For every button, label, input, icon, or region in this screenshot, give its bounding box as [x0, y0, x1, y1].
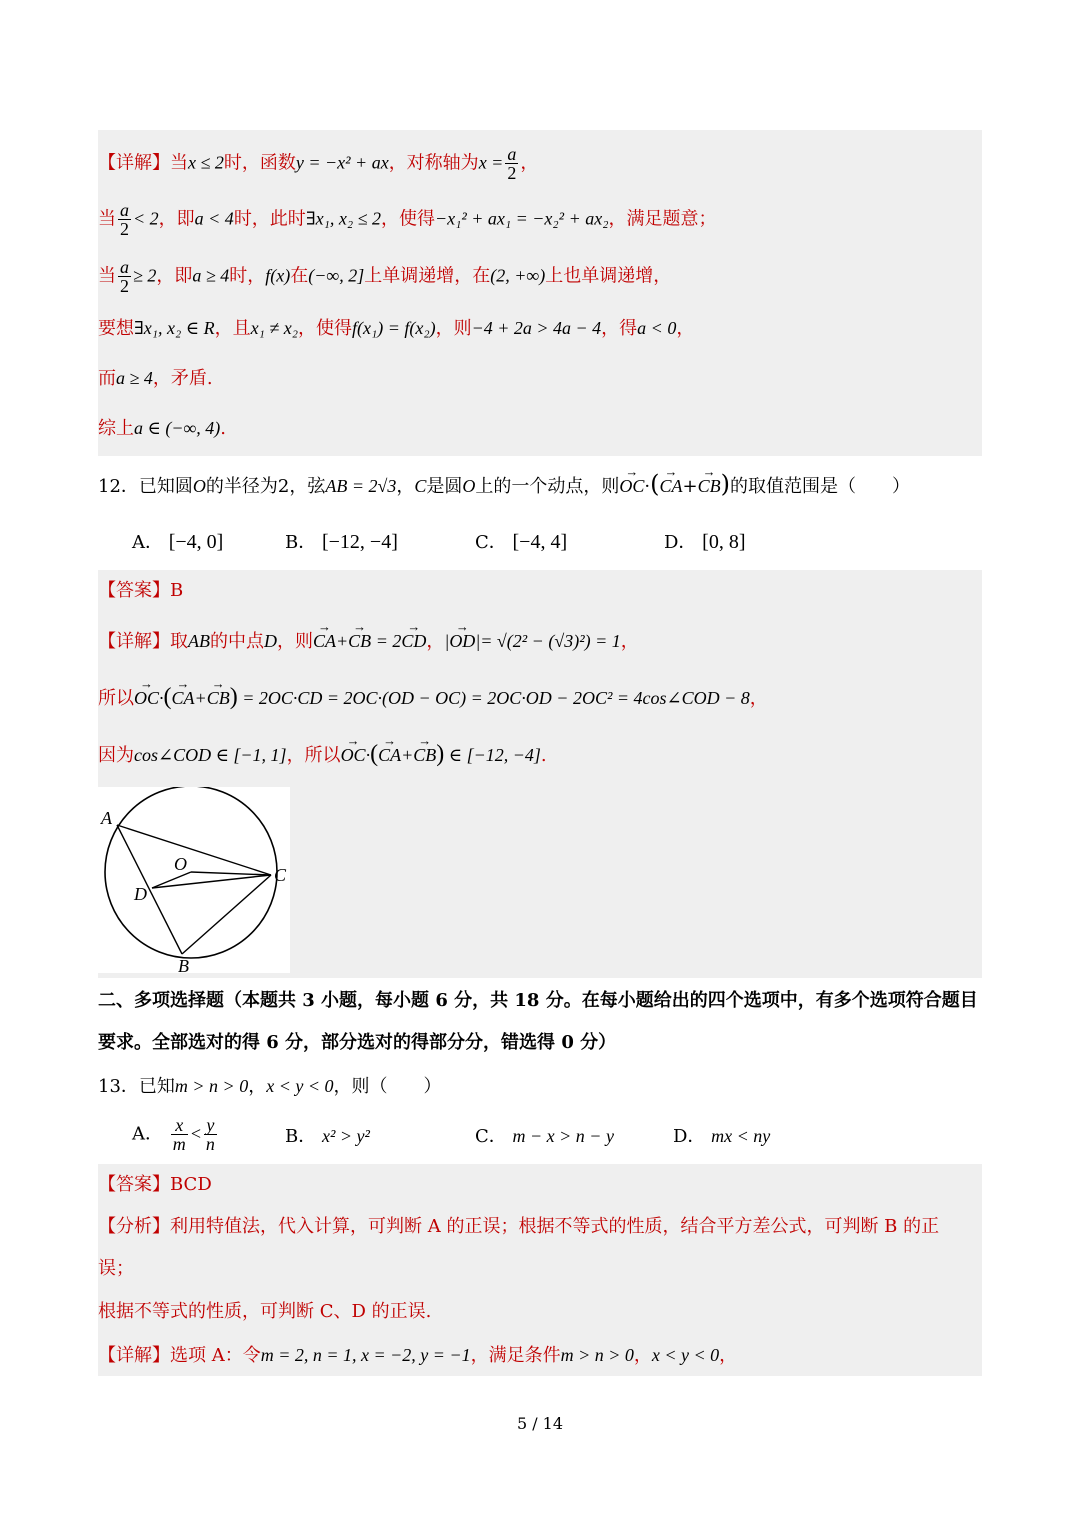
math: O	[192, 476, 206, 496]
math: m > n > 0	[560, 1345, 634, 1365]
denominator: n	[205, 1134, 215, 1154]
text: 根据不等式的性质，可判断 C、D 的正误.	[98, 1301, 432, 1322]
text: ，	[396, 476, 415, 497]
math: <	[189, 1123, 202, 1144]
text: ，对称轴为	[388, 152, 479, 174]
math: x < y < 0	[651, 1345, 720, 1365]
text: .	[220, 418, 227, 439]
text: 在	[290, 265, 309, 287]
numerator: a	[120, 200, 129, 220]
b1-line-1	[98, 145, 982, 182]
math: (2, +∞)	[490, 265, 546, 286]
q12-option-b[interactable]	[285, 528, 398, 554]
text: ，满足题意；	[608, 208, 717, 230]
text: 综上	[98, 418, 134, 439]
vector-ca: → CA	[660, 472, 683, 500]
text: +	[682, 476, 698, 497]
b1-line-6	[98, 414, 982, 443]
math: (−∞, 2]	[308, 265, 365, 286]
text: ，	[719, 1345, 738, 1366]
question-13	[98, 1072, 982, 1101]
math: a ≥ 4	[116, 368, 153, 388]
denominator: 2	[120, 276, 129, 296]
b1-line-3	[98, 258, 982, 295]
math: = 2OC·CD = 2OC·(OD − OC) = 2OC·OD − 2OC² = 4cos∠COD − 8	[242, 688, 750, 708]
math: x ≤ 2	[188, 152, 224, 173]
text: 是圆	[426, 476, 463, 497]
b1-line-4	[98, 314, 982, 343]
paren: )	[720, 470, 731, 498]
math: x =	[478, 152, 504, 173]
text: ，且	[214, 318, 251, 339]
math: = √(2² − (√3)²) = 1	[480, 631, 621, 651]
vector-cb: → CB	[348, 627, 371, 655]
label-a: A	[101, 808, 112, 828]
text: 已知圆	[138, 476, 193, 497]
segment-dc	[152, 875, 271, 888]
denominator: 2	[507, 163, 517, 183]
option-key: B．	[285, 1126, 317, 1147]
page-number: 5 / 14	[516, 1414, 564, 1433]
text: ，所以	[286, 745, 341, 766]
text: 上单调递增，在	[364, 265, 491, 287]
option-value: [−12, −4]	[321, 531, 398, 553]
answer-label: 【答案】	[98, 580, 170, 601]
fraction	[118, 258, 131, 295]
option-key: B．	[285, 532, 317, 553]
option-value: [−4, 4]	[512, 531, 568, 553]
text: 当	[98, 208, 116, 230]
vector-oc: → OC	[619, 472, 644, 500]
math: AB	[188, 631, 210, 651]
option-value: x² > y²	[321, 1126, 370, 1146]
math: → OC·(→ CA+→ CB)	[341, 745, 449, 765]
numerator: a	[120, 257, 129, 277]
vector-od-abs: |→ OD|	[444, 631, 480, 651]
text: ，	[620, 631, 639, 652]
paren: (	[650, 470, 660, 498]
text: ，	[426, 631, 445, 652]
text: 当	[98, 265, 116, 287]
text: 已知	[138, 1076, 175, 1097]
text: 当	[170, 152, 188, 174]
text: ，	[633, 1345, 652, 1366]
text: 所以	[98, 688, 134, 709]
option-key: C．	[475, 1126, 507, 1147]
vector-oc: → OC	[134, 684, 159, 712]
math: m > n > 0	[174, 1076, 249, 1096]
text: 因为	[98, 745, 134, 766]
denominator: 2	[120, 219, 129, 239]
fraction	[118, 201, 131, 238]
vector-cd: → CD	[401, 631, 426, 651]
segment-ac	[117, 825, 271, 875]
text: 的半径为2，弦	[205, 476, 326, 497]
segment-ab	[117, 825, 182, 954]
fraction	[204, 1116, 217, 1153]
text: 时，函数	[223, 152, 296, 174]
text: 的中点	[210, 631, 264, 652]
text: ，使得	[297, 318, 352, 339]
segment-bc	[182, 875, 271, 954]
ans13-detail	[98, 1341, 982, 1370]
label-o: O	[174, 854, 187, 874]
math: x₁ ≠ x₂	[250, 318, 298, 338]
detail-label: 【详解】	[98, 1345, 170, 1366]
circle-diagram	[98, 787, 290, 973]
denominator: m	[172, 1134, 186, 1154]
b1-line-2	[98, 201, 982, 238]
circle-figure	[98, 787, 290, 973]
q12-option-d[interactable]	[664, 528, 746, 554]
option-value: [−4, 0]	[168, 531, 224, 553]
section-2-heading: 二、多项选择题（本题共 3 小题，每小题 6 分，共 18 分。在每小题给出的四个选项中，有多个选项符合题目要求。全部选对的得 6 分，部分选对的得部分分，错选得 0 分）	[98, 990, 978, 1053]
q13-option-c[interactable]	[475, 1122, 614, 1148]
vector-ca: → CA	[313, 627, 336, 655]
math: ∈ [−12, −4]	[448, 745, 541, 765]
text: 选项 A：令	[170, 1345, 261, 1366]
text: 利用特值法，代入计算，可判断 A 的正误；根据不等式的性质，结合平方差公式，可判断 B 的正	[170, 1216, 940, 1237]
vector-ca: → CA	[172, 684, 195, 712]
math: a ≥ 4	[192, 265, 230, 286]
option-key: D．	[664, 532, 697, 553]
math: −4 + 2a > 4a − 4	[471, 318, 602, 338]
text: ，则（ ）	[333, 1076, 442, 1097]
answer-value: B	[170, 580, 184, 601]
q12-option-c[interactable]	[475, 528, 567, 554]
text: 的取值范围是（ ）	[730, 476, 911, 497]
b1-line-5	[98, 364, 982, 393]
text: ，	[749, 688, 768, 709]
option-key: A．	[132, 1123, 163, 1145]
math: → CA+→ CB	[313, 631, 376, 651]
math: −x₁² + ax₁ = −x₂² + ax₂	[434, 208, 609, 229]
option-value: mx < ny	[711, 1126, 771, 1146]
text: ，则	[277, 631, 313, 652]
option-key: D．	[673, 1126, 706, 1147]
ans12-detail-1	[98, 627, 982, 656]
ans12-detail-2	[98, 683, 982, 713]
math: ∃x₁, x₂ ≤ 2	[305, 208, 381, 229]
text: ，使得	[380, 208, 435, 230]
text: ，	[520, 152, 539, 174]
q12-option-a[interactable]	[132, 528, 223, 554]
detail-label: 【详解】	[98, 631, 170, 652]
text: 而	[98, 368, 116, 389]
ans12-detail-3	[98, 740, 982, 770]
question-number: 12．	[98, 476, 139, 497]
math: O	[462, 476, 476, 496]
label-d: D	[134, 884, 147, 904]
ans13-analysis-1	[98, 1213, 982, 1241]
numerator: x	[171, 1116, 188, 1135]
math: x < y < 0	[266, 1076, 334, 1096]
text: ，则	[435, 318, 472, 339]
math: = 2	[375, 631, 402, 651]
math: → OC·(→ CA+→ CB)	[134, 688, 242, 708]
q13-option-b[interactable]	[285, 1122, 370, 1148]
option-value: [0, 8]	[702, 531, 746, 553]
text: ，得	[601, 318, 638, 339]
option-key: C．	[475, 532, 507, 553]
fraction	[505, 145, 518, 182]
label-b: B	[178, 956, 189, 973]
text: 要想	[98, 318, 134, 339]
q13-option-a[interactable]	[132, 1116, 219, 1153]
label-c: C	[274, 865, 287, 885]
vector-cb: → CB	[207, 684, 230, 712]
text: 上也单调递增，	[545, 265, 672, 287]
math: ≥ 2	[133, 265, 157, 286]
detail-label: 【详解】	[98, 152, 170, 174]
segment-oc	[191, 872, 271, 875]
text: ，满足条件	[470, 1345, 561, 1366]
text: 时，	[229, 265, 266, 287]
text: 取	[170, 631, 188, 652]
math: m = 2, n = 1, x = −2, y = −1	[260, 1345, 471, 1365]
q13-option-d[interactable]	[673, 1122, 770, 1148]
text: 时，此时	[233, 208, 306, 230]
answer-value: BCD	[170, 1174, 212, 1195]
text: 误；	[98, 1258, 134, 1279]
text: ，	[676, 318, 695, 339]
numerator: y	[204, 1116, 217, 1135]
math: < 2	[133, 208, 159, 229]
ans13-analysis-2	[98, 1255, 982, 1283]
math: D	[264, 631, 277, 651]
math: y = −x² + ax	[295, 152, 389, 173]
option-key: A．	[132, 532, 163, 553]
answer-label: 【答案】	[98, 1174, 170, 1195]
text: 上的一个动点，则	[475, 476, 620, 497]
text: ，即	[158, 208, 195, 230]
math: f(x)	[265, 265, 291, 286]
math: a < 4	[194, 208, 234, 229]
vector-cb: → CB	[413, 741, 436, 769]
math: a ∈ (−∞, 4)	[134, 418, 221, 438]
math: C	[414, 476, 427, 496]
ans13-answer	[98, 1171, 982, 1199]
text: .	[540, 745, 547, 766]
analysis-label: 【分析】	[98, 1216, 170, 1237]
ans13-analysis-3	[98, 1298, 982, 1326]
vector-ca: → CA	[378, 741, 401, 769]
question-12	[98, 470, 982, 501]
vector-cb: → CB	[698, 472, 721, 500]
text: ，	[248, 1076, 267, 1097]
vector-oc: → OC	[341, 741, 366, 769]
math: a < 0	[637, 318, 677, 338]
numerator: a	[507, 144, 517, 164]
fraction	[171, 1116, 188, 1153]
option-value: m − x > n − y	[512, 1126, 614, 1146]
ans12-answer	[98, 577, 982, 605]
text: ，即	[156, 265, 193, 287]
text: ·	[644, 476, 651, 497]
math: f(x₁) = f(x₂)	[351, 318, 436, 338]
question-number: 13．	[98, 1076, 139, 1097]
text: ，矛盾.	[152, 368, 213, 389]
math: AB = 2√3	[325, 476, 397, 496]
math: cos∠COD ∈ [−1, 1]	[134, 745, 287, 765]
math: ∃x₁, x₂ ∈ R	[134, 318, 215, 338]
